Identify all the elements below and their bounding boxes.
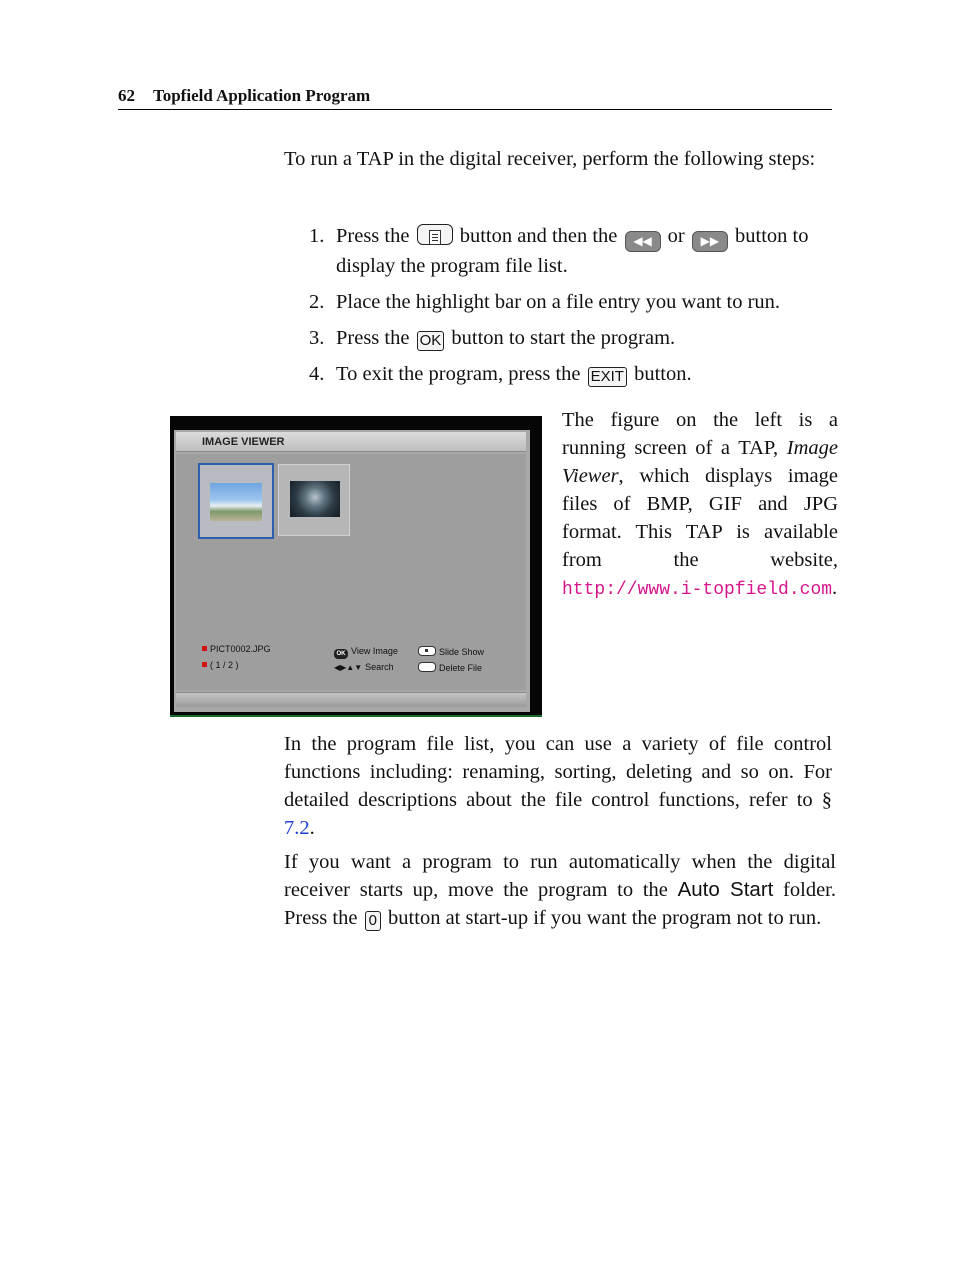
- auto-start-paragraph: If you want a program to run automatically when the digital receiver starts up, move the program to the Auto Start folder. Press the 0 button at start-up if you want the program not to run.: [284, 851, 836, 929]
- step-text: button and then the: [459, 225, 618, 247]
- file-name-label: PICT0002.JPG: [202, 644, 271, 654]
- step-text: Place the highlight bar on a file entry you want to run.: [336, 291, 781, 313]
- step-item: [284, 288, 832, 316]
- image-viewer-screenshot: [170, 416, 542, 717]
- step-item: [284, 222, 832, 280]
- exit-key: EXIT: [588, 367, 627, 387]
- step-item: [284, 324, 832, 352]
- step-text: button.: [634, 363, 692, 385]
- step-text: or: [667, 225, 685, 247]
- page-number: 62: [118, 86, 135, 105]
- view-image-hint: OK View Image: [334, 646, 398, 659]
- step-number: 2.: [309, 291, 325, 313]
- step-number: 3.: [309, 327, 325, 349]
- step-number: 1.: [309, 225, 325, 247]
- screenshot-title: IMAGE VIEWER: [176, 432, 526, 452]
- thumbnail-image: [290, 481, 340, 517]
- slide-show-hint: Slide Show: [418, 646, 484, 657]
- auto-start-folder: Auto Start: [677, 878, 774, 901]
- step-text: Press the: [336, 225, 410, 247]
- chapter-title: Topfield Application Program: [152, 86, 371, 105]
- ok-key: OK: [417, 331, 445, 351]
- steps-list: [284, 222, 832, 396]
- zero-key: 0: [365, 911, 381, 931]
- step-text: button to start the program.: [451, 327, 676, 349]
- screenshot-footer-bar: [176, 692, 526, 707]
- tap-name: Image Viewer: [562, 437, 838, 487]
- step-text: button to display the program file list.: [336, 225, 809, 277]
- thumbnail: [278, 464, 350, 536]
- list-key-icon: [417, 224, 453, 245]
- thumbnail-selected: [198, 463, 274, 539]
- file-control-paragraph: In the program file list, you can use a variety of file control functions including: renaming, sorting, deleting and so on. For detailed descriptions about the file control functions, refer to § 7.2.: [284, 733, 832, 839]
- figure-caption: The figure on the left is a running screen of a TAP, Image Viewer, which displays image files of BMP, GIF and JPG format. This TAP is available from the website, http://www.i-topfield.com.: [562, 409, 838, 600]
- page-indicator: ( 1 / 2 ): [202, 660, 239, 670]
- website-link[interactable]: http://www.i-topfield.com: [562, 580, 833, 600]
- delete-file-hint: Delete File: [418, 662, 482, 673]
- step-text: Press the: [336, 327, 410, 349]
- thumbnail-image: [210, 483, 262, 521]
- rewind-key-icon: ◀◀: [625, 231, 661, 252]
- step-item: [284, 360, 832, 388]
- page-header: [118, 86, 832, 110]
- section-reference-link[interactable]: 7.2: [284, 817, 310, 839]
- tv-screen: [174, 430, 530, 712]
- fast-forward-key-icon: ▶▶: [692, 231, 728, 252]
- search-hint: ◀▶▲▼ Search: [334, 662, 394, 672]
- intro-paragraph: To run a TAP in the digital receiver, perform the following steps:: [284, 148, 816, 170]
- step-text: To exit the program, press the: [336, 363, 581, 385]
- step-number: 4.: [309, 363, 325, 385]
- thumbnail-panel: [176, 454, 526, 690]
